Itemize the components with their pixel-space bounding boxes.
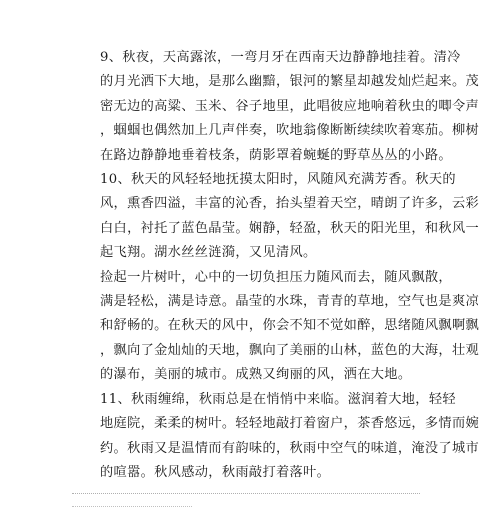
text-line: 密无边的高粱、玉米、谷子地里，此唱彼应地响着秋虫的唧令声 xyxy=(100,98,480,114)
text-line: 的喧嚣。秋风感动，秋雨敲打着落叶。 xyxy=(100,464,331,480)
paragraph-10-continued xyxy=(74,266,480,388)
text-line: 捡起一片树叶，心中的一切负担压力随风而去，随风飘散， xyxy=(100,269,452,285)
text-line: 的瀑布，美丽的城市。成熟又绚丽的风，洒在大地。 xyxy=(100,367,412,383)
paragraph-10 xyxy=(74,168,480,266)
text-line: 满是轻松，满是诗意。晶莹的水珠，青青的草地，空气也是爽凉 xyxy=(100,294,480,310)
text-line: 风，熏香四溢，丰富的沁香，抬头望着天空，晴朗了许多，云彩 xyxy=(100,196,480,212)
text-line: 的月光洒下大地，是那么幽黯，银河的繁星却越发灿烂起来。茂 xyxy=(100,74,480,90)
text-line: 和舒畅的。在秋天的风中，你会不知不觉如醉，思绪随风飘啊飘 xyxy=(100,318,480,334)
text-line: 10、秋天的风轻轻地抚摸太阳时，风随风充满芳香。秋天的 xyxy=(100,172,456,188)
text-line: 约。秋雨又是温情而有韵味的，秋雨中空气的味道，淹没了城市 xyxy=(100,440,480,456)
text-line: 在路边静静地垂着枝条，荫影罩着蜿蜒的野草丛丛的小路。 xyxy=(100,147,452,163)
text-line: 起飞翔。湖水丝丝涟漪，又见清风。 xyxy=(100,245,317,261)
text-line: 11、秋雨缠绵，秋雨总是在悄悄中来临。滋润着大地，轻轻 xyxy=(100,391,456,407)
text-line: 9、秋夜，天高露浓，一弯月牙在西南天边静静地挂着。清冷 xyxy=(100,50,461,65)
paragraph-9 xyxy=(74,46,480,168)
document-body xyxy=(74,46,480,485)
text-line: ，飘向了金灿灿的天地，飘向了美丽的山林，蓝色的大海，壮观 xyxy=(100,342,480,358)
footer-divider xyxy=(72,493,420,494)
text-line: 地庭院，柔柔的树叶。轻轻地敲打着窗户，茶香悠远，多情而婉 xyxy=(100,416,480,432)
text-line: 白白，衬托了蓝色晶莹。娴静，轻盈，秋天的阳光里，和秋风一 xyxy=(100,220,480,236)
text-line: ，蝈蝈也偶然加上几声伴奏，吹地翁像断断续续吹着寒茄。柳树 xyxy=(100,123,480,139)
paragraph-11 xyxy=(74,388,480,486)
footer-note-divider xyxy=(72,506,192,507)
